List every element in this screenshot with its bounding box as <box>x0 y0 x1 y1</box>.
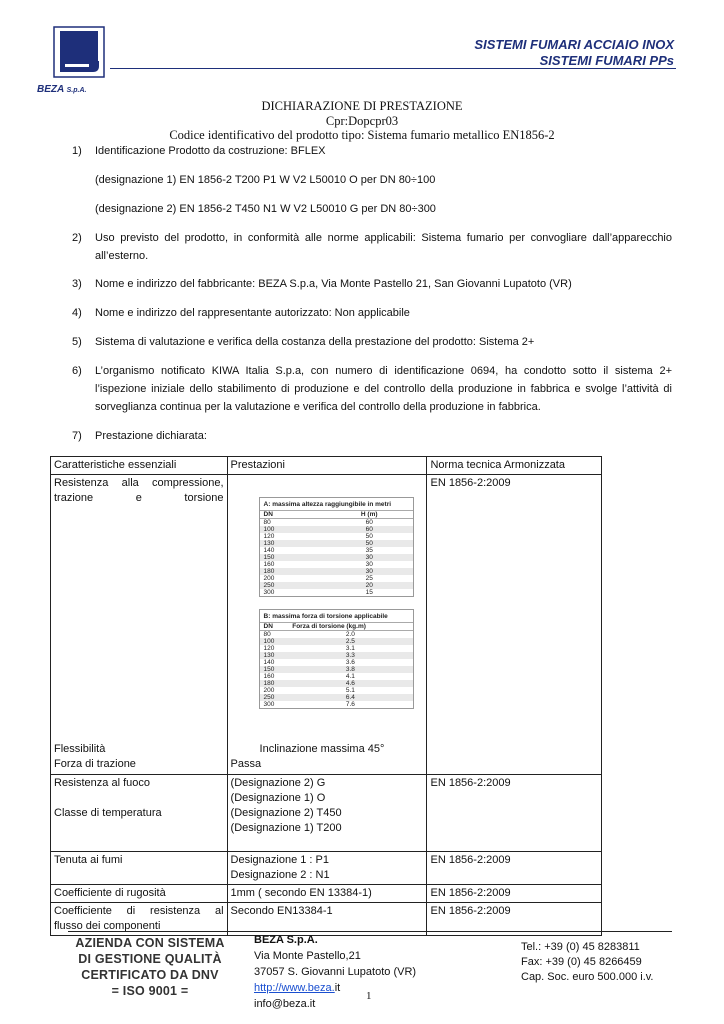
footer-fax: Fax: +39 (0) 45 8266459 <box>521 956 642 968</box>
company-name: BEZA S.p.A. <box>37 84 87 95</box>
inner-row <box>260 666 413 673</box>
inner-cell: 120 <box>263 533 275 540</box>
inner-cell: 2.0 <box>345 631 355 638</box>
table-cell: EN 1856-2:2009 <box>427 903 602 936</box>
column-header: Prestazioni <box>227 457 427 475</box>
inner-row <box>260 526 413 533</box>
inner-table <box>260 623 413 708</box>
table-cell: EN 1856-2:2009 <box>427 775 602 852</box>
inner-cell: 4.1 <box>345 673 355 680</box>
table-cell: EN 1856-2:2009 <box>427 852 602 885</box>
inner-cell: 50 <box>326 540 413 547</box>
inner-row <box>260 652 413 659</box>
website-link[interactable]: http://www.beza. <box>254 982 335 994</box>
table-cell <box>227 852 427 885</box>
inner-cell: 60 <box>365 519 373 526</box>
inner-cell: 30 <box>365 561 373 568</box>
inner-col-header: Forza di torsione (kg.m) <box>288 623 412 631</box>
inner-cell: 50 <box>365 533 373 540</box>
company-logo <box>53 26 105 78</box>
inner-cell: 7.6 <box>345 701 355 708</box>
table-row <box>51 475 602 775</box>
inner-cell: 3.8 <box>288 666 412 673</box>
table-cell <box>227 775 427 852</box>
cert-line: = ISO 9001 = <box>111 984 189 998</box>
inner-cell: 3.3 <box>288 652 412 659</box>
header-rule <box>110 68 676 69</box>
inner-row <box>260 575 413 582</box>
inner-cell: 30 <box>326 554 413 561</box>
inner-cell: 130 <box>260 540 326 547</box>
table-cell: EN 1856-2:2009 <box>427 475 602 775</box>
table-cell: Secondo EN13384-1 <box>227 903 427 936</box>
inner-row <box>260 533 413 540</box>
inner-cell: 3.6 <box>345 659 355 666</box>
inner-row <box>260 589 413 596</box>
document-code: Cpr:Dopcpr03 <box>325 114 399 128</box>
inner-cell: 30 <box>326 568 413 575</box>
inner-row <box>260 680 413 687</box>
inner-row <box>260 540 413 547</box>
inner-col-header: DN <box>260 511 326 519</box>
footer-contacts <box>521 940 654 985</box>
cell-text-group <box>54 742 136 772</box>
cell-text: Flessibilità <box>54 743 106 755</box>
table-cell <box>51 475 228 775</box>
table-cell: EN 1856-2:2009 <box>427 885 602 903</box>
inner-cell: 300 <box>263 701 275 708</box>
inner-cell: 150 <box>260 554 326 561</box>
inner-table-caption: A: massima altezza raggiungibile in metri <box>260 498 413 511</box>
cell-text: (Designazione 2) G <box>230 777 326 789</box>
inner-cell: 80 <box>263 519 271 526</box>
cell-text: Resistenza alla compressione, trazione e torsione <box>54 477 224 504</box>
inner-cell: 200 <box>263 687 275 694</box>
inner-cell: 80 <box>263 631 271 638</box>
inner-cell: 180 <box>260 680 289 687</box>
max-torsion-table <box>259 609 414 709</box>
column-header: Caratteristiche essenziali <box>51 457 228 475</box>
cell-text: Classe di temperatura <box>54 807 162 819</box>
table-row <box>51 775 602 852</box>
inner-row <box>260 687 413 694</box>
inner-cell: 300 <box>263 589 275 596</box>
inner-col-header: DN <box>260 623 289 631</box>
footer-city: 37057 S. Giovanni Lupatoto (VR) <box>254 966 417 978</box>
inner-cell: 60 <box>326 526 413 533</box>
inner-cell: 35 <box>365 547 373 554</box>
cert-line: DI GESTIONE QUALITÀ <box>78 952 222 966</box>
max-height-table <box>259 497 414 597</box>
inner-cell: 100 <box>260 526 326 533</box>
inner-row <box>260 659 413 666</box>
cell-text: (Designazione 2) T450 <box>230 807 342 819</box>
inner-row <box>260 547 413 554</box>
header-title-line1: SISTEMI FUMARI ACCIAIO INOX <box>474 37 674 52</box>
cell-text: Designazione 2 : N1 <box>230 869 330 881</box>
inner-cell: 20 <box>326 582 413 589</box>
inner-row <box>260 694 413 701</box>
footer-tel: Tel.: +39 (0) 45 8283811 <box>521 941 640 953</box>
inner-row <box>260 638 413 645</box>
inner-cell: 250 <box>260 582 326 589</box>
footer-email: info@beza.it <box>254 998 316 1010</box>
footer-website <box>254 980 416 996</box>
table-cell: Tenuta ai fumi <box>51 852 228 885</box>
inner-row <box>260 554 413 561</box>
inner-row <box>260 701 413 708</box>
table-cell <box>227 475 427 775</box>
inner-cell: 150 <box>260 666 289 673</box>
footer-street: Via Monte Pastello,21 <box>254 950 361 962</box>
cell-text: Resistenza al fuoco <box>54 777 150 789</box>
cell-text: Coefficiente di resistenza al <box>54 905 224 917</box>
footer-address <box>254 932 416 1012</box>
inner-cell: 140 <box>263 547 275 554</box>
cert-line: CERTIFICATO DA DNV <box>81 968 219 982</box>
inner-cell: 5.1 <box>345 687 355 694</box>
inner-row <box>260 519 413 527</box>
inner-cell: 100 <box>260 638 289 645</box>
inner-cell: 25 <box>365 575 373 582</box>
footer-company-name: BEZA S.p.A. <box>254 934 318 946</box>
inner-cell: 3.1 <box>345 645 355 652</box>
cell-text: Passa <box>230 758 262 770</box>
inner-cell: 130 <box>260 652 289 659</box>
website-tail: it <box>334 982 341 994</box>
document-title: DICHIARAZIONE DI PRESTAZIONE <box>261 99 463 113</box>
cell-text: (Designazione 1) T200 <box>230 822 342 834</box>
inner-cell: 160 <box>263 673 275 680</box>
table-cell: 1mm ( secondo EN 13384-1) <box>227 885 427 903</box>
cell-text: Inclinazione massima 45° <box>259 743 385 755</box>
cell-text: Forza di trazione <box>54 758 136 770</box>
inner-cell: 250 <box>260 694 289 701</box>
product-type-code: Codice identificativo del prodotto tipo: Sistema fumario metallico EN1856-2 <box>169 128 555 142</box>
inner-row <box>260 561 413 568</box>
inner-cell: 2.5 <box>288 638 412 645</box>
inner-row <box>260 673 413 680</box>
inner-cell: 200 <box>263 575 275 582</box>
footer-capital: Cap. Soc. euro 500.000 i.v. <box>521 971 654 983</box>
table-header-row <box>51 457 602 475</box>
inner-cell: 180 <box>260 568 326 575</box>
inner-table-caption: B: massima forza di torsione applicabile <box>260 610 413 623</box>
inner-cell: 140 <box>263 659 275 666</box>
page-number: 1 <box>366 990 372 1002</box>
table-cell: Coefficiente di rugosità <box>51 885 228 903</box>
inner-col-header: H (m) <box>326 511 413 519</box>
cell-text: Designazione 1 : P1 <box>230 854 329 866</box>
table-row <box>51 852 602 885</box>
inner-row <box>260 568 413 575</box>
cert-line: AZIENDA CON SISTEMA <box>75 936 225 950</box>
inner-row <box>260 631 413 639</box>
inner-cell: 15 <box>365 589 373 596</box>
inner-cell: 4.6 <box>288 680 412 687</box>
column-header: Norma tecnica Armonizzata <box>427 457 602 475</box>
header-title-line2: SISTEMI FUMARI PPs <box>539 53 674 68</box>
inner-cell: 6.4 <box>288 694 412 701</box>
cell-text: (Designazione 1) O <box>230 792 326 804</box>
table-cell <box>51 775 228 852</box>
inner-table <box>260 511 413 596</box>
performance-table <box>50 456 602 936</box>
inner-cell: 160 <box>263 561 275 568</box>
inner-row <box>260 645 413 652</box>
table-row <box>51 885 602 903</box>
quality-certification-stamp <box>72 935 228 999</box>
inner-row <box>260 582 413 589</box>
cell-text: flusso dei componenti <box>54 920 161 932</box>
inner-cell: 120 <box>263 645 275 652</box>
